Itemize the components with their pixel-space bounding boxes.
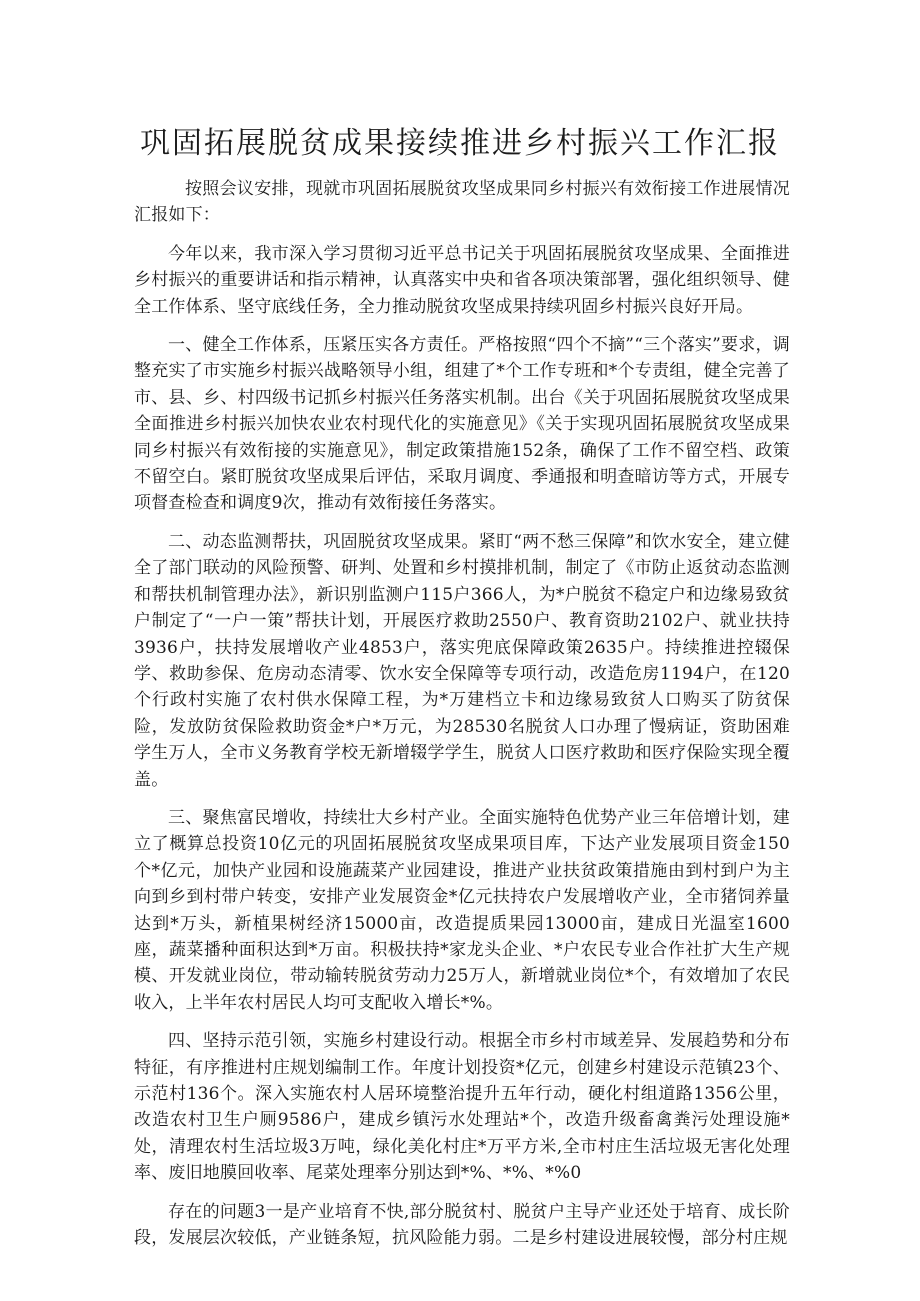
document-title: 巩固拓展脱贫成果接续推进乡村振兴工作汇报 — [140, 126, 780, 161]
document-body — [134, 176, 790, 1251]
section-two-paragraph: 二、动态监测帮扶，巩固脱贫攻坚成果。紧盯“两不愁三保障”和饮水安全，建立健全了部门联动的风险预警、研判、处置和乡村摸排机制，制定了《市防止返贫动态监测和帮扶机制管理办法》，新识别监测户115户366人，为*户脱贫不稳定户和边缘易致贫户制定了“一户一策”帮扶计划，开展医疗救助2550户、教育资助2102户、就业扶持3936户，扶持发展增收产业4853户，落实兜底保障政策2635户。持续推进控辍保学、救助参保、危房动态清零、饮水安全保障等专项行动，改造危房1194户，在120个行政村实施了农村供水保障工程，为*万建档立卡和边缘易致贫人口购买了防贫保险，发放防贫保险救助资金*户*万元，为28530名脱贫人口办理了慢病证，资助困难学生万人，全市义务教育学校无新增辍学学生，脱贫人口医疗救助和医疗保险实现全覆盖。 — [134, 531, 790, 790]
section-one-paragraph: 一、健全工作体系，压紧压实各方责任。严格按照“四个不摘”“三个落实”要求，调整充实了市实施乡村振兴战略领导小组，组建了*个工作专班和*个专责组，健全完善了市、县、乡、村四级书记抓乡村振兴任务落实机制。出台《关于巩固拓展脱贫攻坚成果全面推进乡村振兴加快农业农村现代化的实施意见》《关于实现巩固拓展脱贫攻坚成果同乡村振兴有效衔接的实施意见》，制定政策措施152条，确保了工作不留空档、政策不留空白。紧盯脱贫攻坚成果后评估，采取月调度、季通报和明查暗访等方式，开展专项督查检查和调度9次，推动有效衔接任务落实。 — [134, 335, 790, 514]
problems-paragraph: 存在的问题3一是产业培育不快,部分脱贫村、脱贫户主导产业还处于培育、成长阶段，发展层次较低，产业链条短，抗风险能力弱。二是乡村建设进展较慢，部分村庄规 — [134, 1201, 790, 1249]
section-four-paragraph: 四、坚持示范引领，实施乡村建设行动。根据全市乡村市域差异、发展趋势和分布特征，有序推进村庄规划编制工作。年度计划投资*亿元，创建乡村建设示范镇23个、示范村136个。深入实施农村人居环境整治提升五年行动，硬化村组道路1356公里，改造农村卫生户厕9586户，建成乡镇污水处理站*个，改造升级畜禽粪污处理设施*处，清理农村生活垃圾3万吨，绿化美化村庄*万平方米,全市村庄生活垃圾无害化处理率、废旧地膜回收率、尾菜处理率分别达到*%、*%、*%0 — [134, 1031, 790, 1184]
overview-paragraph: 今年以来，我市深入学习贯彻习近平总书记关于巩固拓展脱贫攻坚成果、全面推进乡村振兴的重要讲话和指示精神，认真落实中央和省各项决策部署，强化组织领导、健全工作体系、坚守底线任务，全力推动脱贫攻坚成果持续巩固乡村振兴良好开局。 — [134, 243, 790, 317]
section-three-paragraph: 三、聚焦富民增收，持续壮大乡村产业。全面实施特色优势产业三年倍增计划，建立了概算总投资10亿元的巩固拓展脱贫攻坚成果项目库，下达产业发展项目资金150个*亿元，加快产业园和设施蔬菜产业园建设，推进产业扶贫政策措施由到村到户为主向到乡到村带户转变，安排产业发展资金*亿元扶持农户发展增收产业，全市猪饲养量达到*万头，新植果树经济15000亩，改造提质果园13000亩，建成日光温室1600座，蔬菜播种面积达到*万亩。积极扶持*家龙头企业、*户农民专业合作社扩大生产规模、开发就业岗位，带动输转脱贫劳动力25万人，新增就业岗位*个，有效增加了农民收入，上半年农村居民人均可支配收入增长*%。 — [134, 807, 790, 1013]
intro-paragraph: 按照会议安排，现就市巩固拓展脱贫攻坚成果同乡村振兴有效衔接工作进展情况汇报如下： — [134, 179, 790, 226]
